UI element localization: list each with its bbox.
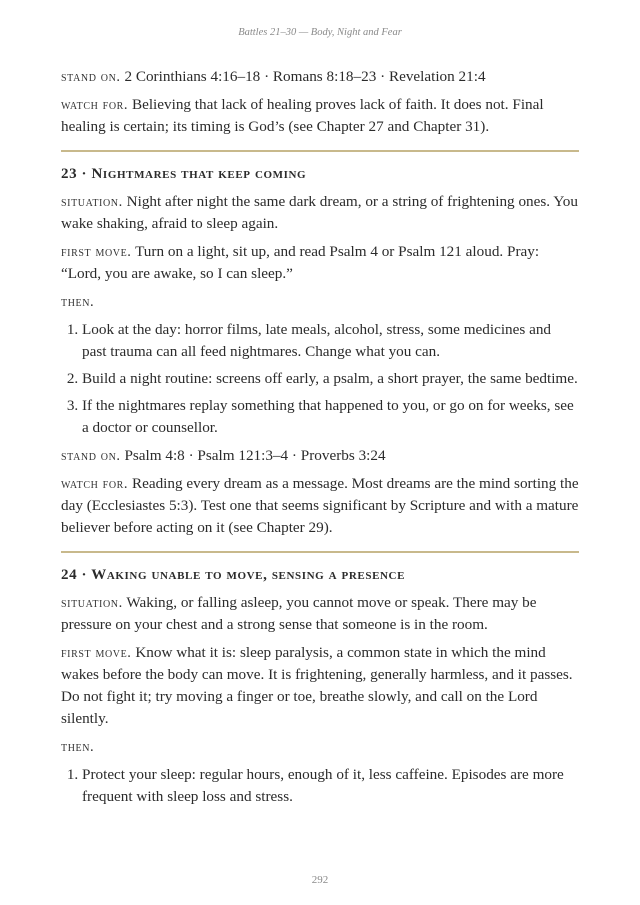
battle-23-situation-text: Night after night the same dark dream, or a string of frightening ones. You wake shaking, afraid to sleep again. xyxy=(61,193,578,232)
prev-stand-on-text: 2 Corinthians 4:16–18 · Romans 8:18–23 · Revelation 21:4 xyxy=(124,68,486,85)
battle-24-steps xyxy=(61,764,579,808)
then-label: then. xyxy=(61,294,95,310)
battle-24-situation xyxy=(61,592,579,636)
situation-label: situation. xyxy=(61,595,123,611)
watch-for-label: watch for. xyxy=(61,97,129,113)
battle-24-first-move xyxy=(61,642,579,730)
situation-label: situation. xyxy=(61,194,123,210)
first-move-label: first move. xyxy=(61,645,132,661)
list-item: 1. Protect your sleep: regular hours, enough of it, less caffeine. Episodes are more frequent with sleep loss and stress. xyxy=(82,764,579,808)
stand-on-label: stand on. xyxy=(61,448,121,464)
then-label: then. xyxy=(61,739,95,755)
list-item: 3. If the nightmares replay something that happened to you, or go on for weeks, see a doctor or counsellor. xyxy=(82,395,579,439)
battle-23-stand-on-text: Psalm 4:8 · Psalm 121:3–4 · Proverbs 3:24 xyxy=(124,447,386,464)
battle-24-first-move-text: Know what it is: sleep paralysis, a common state in which the mind wakes before the body can move. It is frightening, generally harmless, and it passes. Do not fight it; try moving a finger or toe, breathe slowly, and call on the Lord silently. xyxy=(61,644,573,727)
page-body xyxy=(61,66,579,814)
first-move-label: first move. xyxy=(61,244,132,260)
battle-23-first-move xyxy=(61,241,579,285)
battle-23-title: 23 · Nightmares that keep coming xyxy=(61,166,307,182)
battle-23-then xyxy=(61,291,579,313)
running-head: Battles 21–30 — Body, Night and Fear xyxy=(238,27,402,38)
stand-on-label: stand on. xyxy=(61,69,121,85)
battle-23-first-move-text: Turn on a light, sit up, and read Psalm 4 or Psalm 121 aloud. Pray: “Lord, you are awake, so I can sleep.” xyxy=(61,243,540,282)
battle-24-title: 24 · Waking unable to move, sensing a presence xyxy=(61,567,406,583)
section-divider xyxy=(61,150,579,152)
page-number: 292 xyxy=(311,874,329,886)
prev-watch-for-text: Believing that lack of healing proves lack of faith. It does not. Final healing is certain; its timing is God’s (see Chapter 27 and Chapter 31). xyxy=(61,96,544,135)
battle-23-steps xyxy=(61,319,579,439)
list-item: 1. Look at the day: horror films, late meals, alcohol, stress, some medicines and past trauma can all feed nightmares. Change what you can. xyxy=(82,319,579,363)
battle-23-watch-for-text: Reading every dream as a message. Most dreams are the mind sorting the day (Ecclesiastes 5:3). Test one that seems significant by Scripture and with a mature believer before acting on it (see Chapter 29). xyxy=(61,475,579,536)
list-item: 2. Build a night routine: screens off early, a psalm, a short prayer, the same bedtime. xyxy=(82,368,579,390)
battle-24-situation-text: Waking, or falling asleep, you cannot move or speak. There may be pressure on your chest and a strong sense that someone is in the room. xyxy=(61,594,537,633)
battle-23-stand-on xyxy=(61,445,579,467)
battle-24-then xyxy=(61,736,579,758)
watch-for-label: watch for. xyxy=(61,476,129,492)
prev-stand-on xyxy=(61,66,579,88)
section-divider xyxy=(61,551,579,553)
battle-23-watch-for xyxy=(61,473,579,539)
battle-23-situation xyxy=(61,191,579,235)
prev-watch-for xyxy=(61,94,579,138)
